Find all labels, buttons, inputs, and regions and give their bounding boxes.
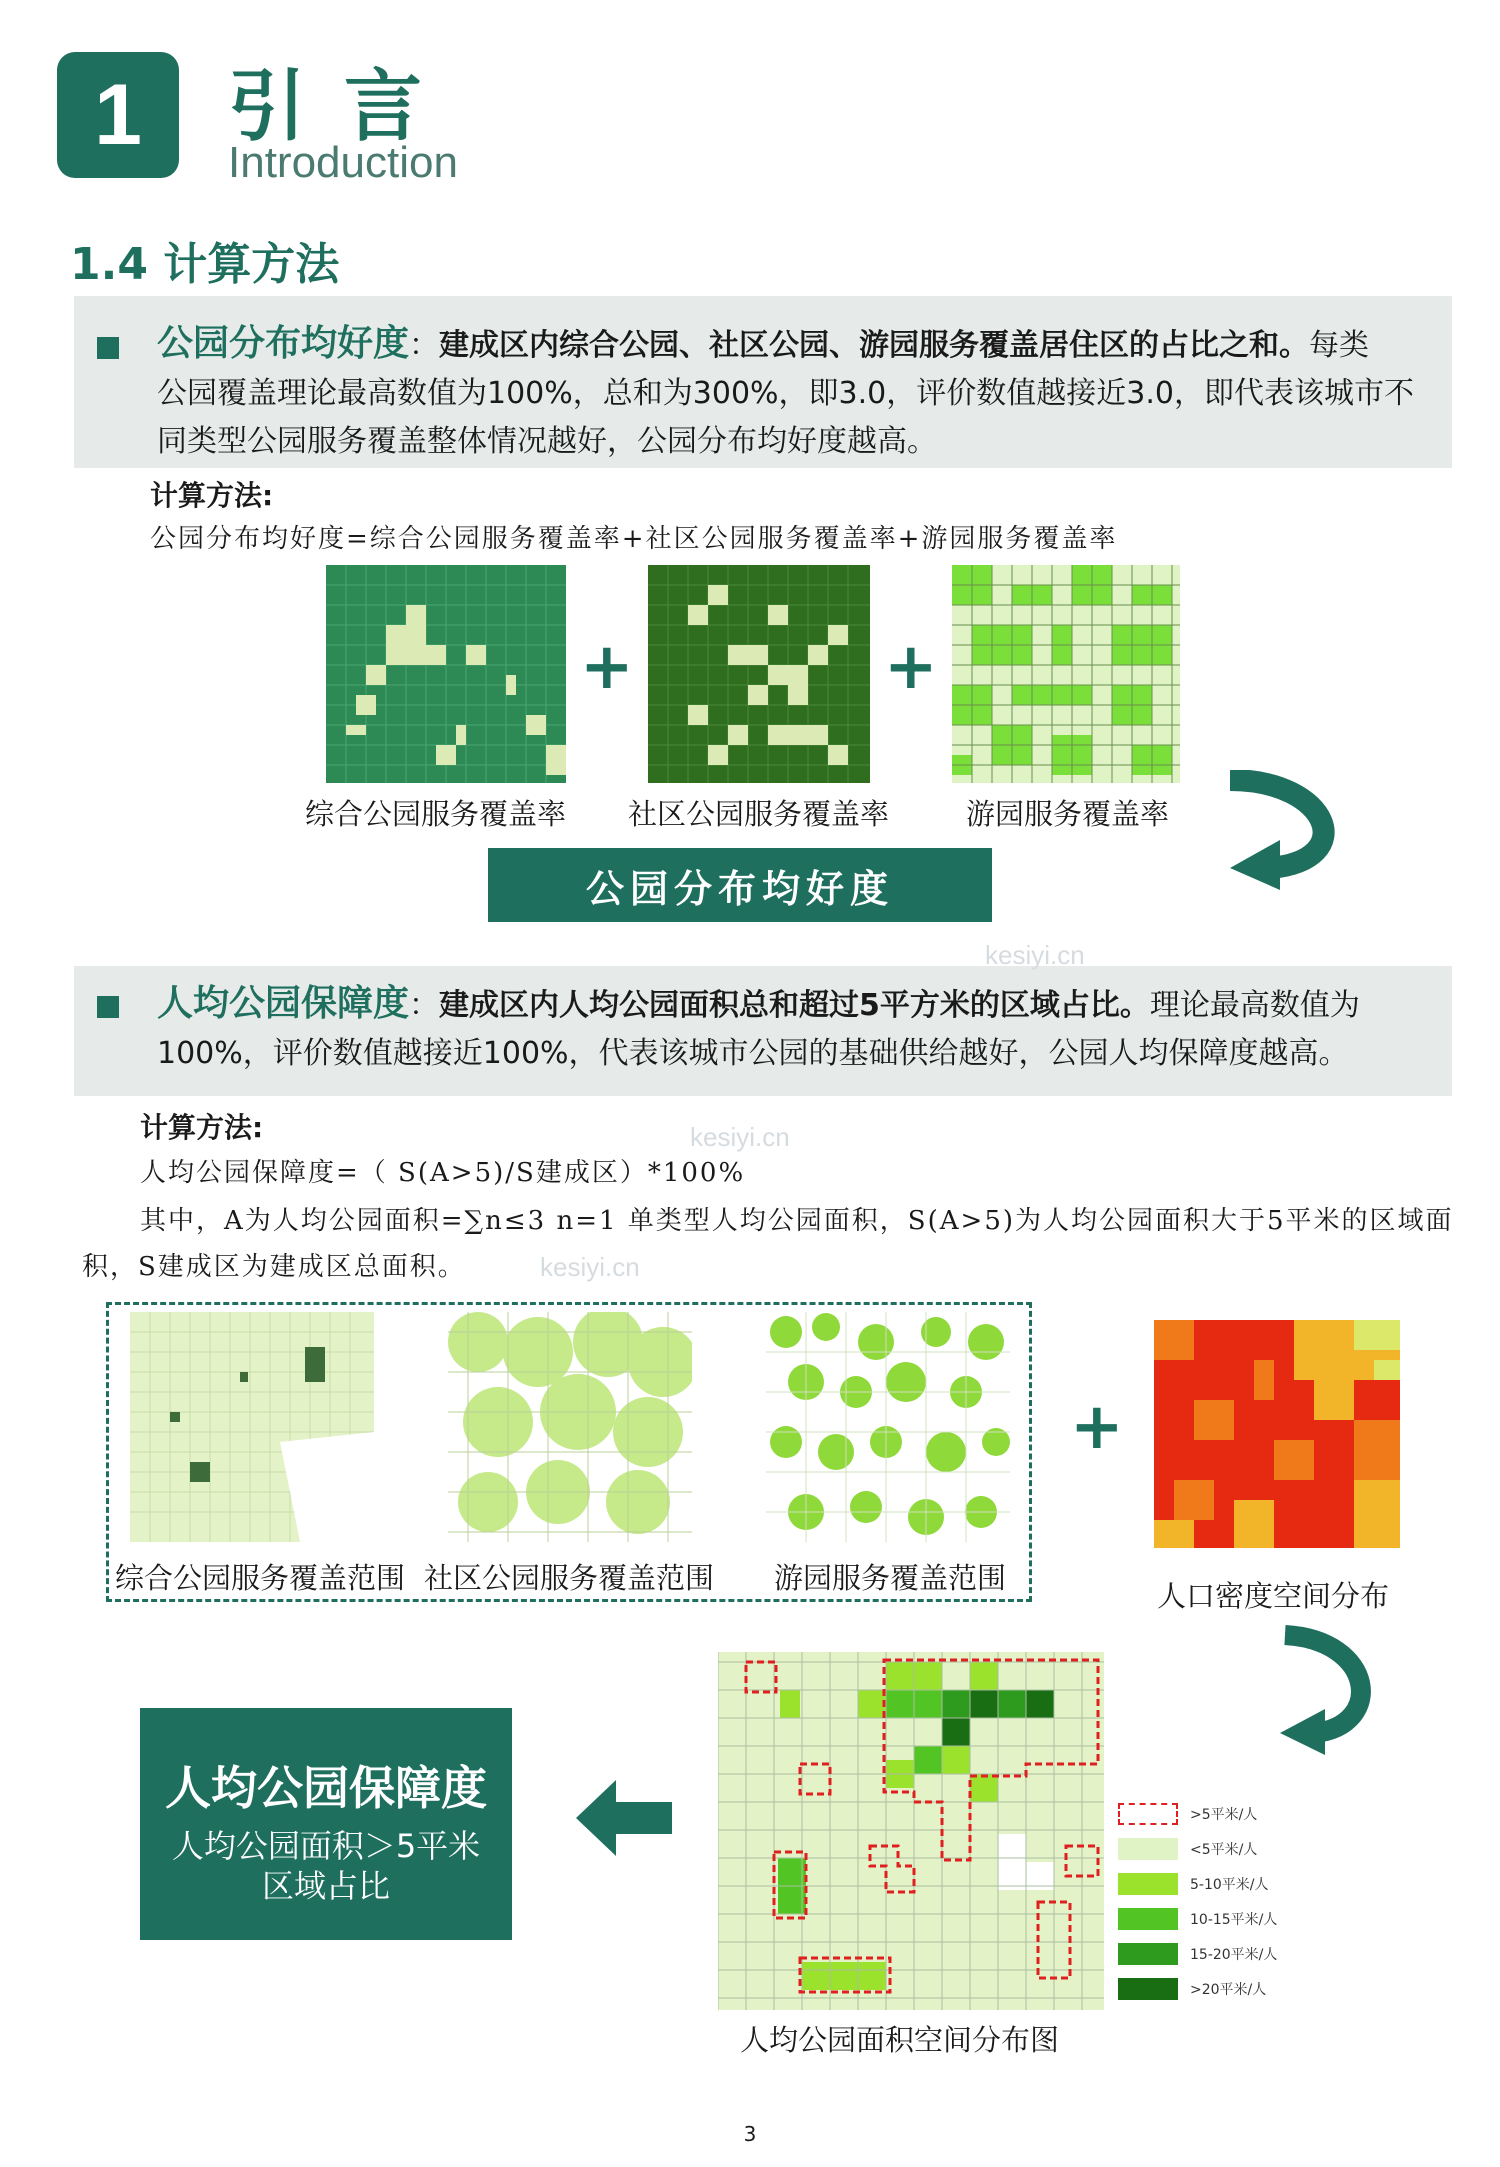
part1-paragraph (157, 320, 1447, 466)
part1-keyword: 公园分布均好度 (157, 323, 410, 364)
part2-method-label: 计算方法: (140, 1111, 264, 1144)
caption-per-capita-map: 人均公园面积空间分布图 (740, 2023, 1060, 2057)
page-number: 3 (743, 2122, 757, 2146)
caption-pocket-range: 游园服务覆盖范围 (774, 1561, 1007, 1595)
result-sub-1: 人均公园面积＞5平米 (171, 1827, 481, 1865)
part1-text-1: 每类 (1309, 328, 1370, 363)
caption-community-range: 社区公园服务覆盖范围 (424, 1561, 715, 1595)
colon: ： (409, 328, 440, 363)
caption-pocket: 游园服务覆盖率 (966, 797, 1170, 831)
plus-icon: + (884, 630, 938, 704)
population-density-map (1154, 1320, 1400, 1548)
legend-label: 15-20平米/人 (1190, 1946, 1278, 1963)
part1-method-label: 计算方法: (150, 479, 274, 512)
colon: ： (409, 988, 440, 1023)
result-sub-2: 区域占比 (261, 1867, 390, 1905)
chapter-number: 1 (94, 66, 142, 163)
watermark: kesiyi.cn (540, 1252, 640, 1282)
community-park-coverage-map (648, 565, 870, 783)
result-label-distribution: 公园分布均好度 (488, 848, 992, 922)
chapter-title-cn: 引言 (228, 62, 461, 152)
legend-swatch (1118, 1838, 1178, 1860)
part2-formula: 人均公园保障度=（ S(A>5)/S建成区）*100% (140, 1158, 746, 1188)
caption-community: 社区公园服务覆盖率 (628, 797, 890, 831)
legend-swatch (1118, 1803, 1178, 1825)
part2-text-1: 理论最高数值为 (1149, 988, 1360, 1023)
map-legend (1118, 1796, 1277, 2006)
legend-item (1118, 1796, 1277, 1831)
curved-arrow-icon (1210, 770, 1350, 894)
pocket-park-range-map (766, 1312, 1010, 1542)
chapter-number-badge (57, 52, 179, 178)
part2-text-2: 100%，评价数值越接近100%，代表该城市公园的基础供给越好，公园人均保障度越高。 (157, 1036, 1349, 1071)
section-title: 1.4 计算方法 (70, 239, 340, 290)
watermark: kesiyi.cn (985, 940, 1085, 970)
part2-definition: 建成区内人均公园面积总和超过5平方米的区域占比。 (439, 988, 1150, 1023)
part1-text-2: 公园覆盖理论最高数值为100%，总和为300%，即3.0，评价数值越接近3.0，即代表该城市不 (157, 376, 1414, 411)
legend-label: 5-10平米/人 (1190, 1876, 1269, 1893)
legend-swatch (1118, 1943, 1178, 1965)
pocket-park-coverage-map (952, 565, 1180, 783)
legend-swatch (1118, 1908, 1178, 1930)
part2-formula-note-2: 积，S建成区为建成区总面积。 (82, 1252, 466, 1282)
community-park-range-map (448, 1312, 692, 1542)
caption-comprehensive: 综合公园服务覆盖率 (305, 797, 567, 831)
legend-item (1118, 1901, 1277, 1936)
legend-label: 10-15平米/人 (1190, 1911, 1278, 1928)
part2-formula-note: 其中，A为人均公园面积=∑n≤3 n=1 单类型人均公园面积，S(A>5)为人均公园面积大于5平米的区域面 (140, 1206, 1454, 1236)
result-box-per-capita (140, 1708, 512, 1940)
legend-item (1118, 1971, 1277, 2006)
legend-label: <5平米/人 (1190, 1841, 1258, 1858)
legend-item (1118, 1831, 1277, 1866)
part1-text-3: 同类型公园服务覆盖整体情况越好，公园分布均好度越高。 (157, 424, 937, 459)
legend-item (1118, 1866, 1277, 1901)
part1-formula: 公园分布均好度=综合公园服务覆盖率+社区公园服务覆盖率+游园服务覆盖率 (150, 524, 1118, 554)
bullet-square (97, 996, 119, 1018)
part2-keyword: 人均公园保障度 (157, 983, 410, 1024)
part2-paragraph (157, 980, 1447, 1078)
legend-swatch (1118, 1978, 1178, 2000)
result-title: 人均公园保障度 (165, 1761, 487, 1815)
watermark: kesiyi.cn (690, 1122, 790, 1152)
caption-density: 人口密度空间分布 (1157, 1579, 1390, 1613)
per-capita-park-area-map (718, 1652, 1104, 2010)
chapter-title-en: Introduction (228, 138, 458, 187)
legend-label: >20平米/人 (1190, 1981, 1267, 1998)
plus-icon: + (580, 630, 634, 704)
bullet-square (97, 337, 119, 359)
comprehensive-park-coverage-map (326, 565, 566, 783)
left-arrow-icon (576, 1780, 672, 1860)
caption-comprehensive-range: 综合公园服务覆盖范围 (115, 1561, 406, 1595)
part1-definition: 建成区内综合公园、社区公园、游园服务覆盖居住区的占比之和。 (439, 328, 1310, 363)
comprehensive-park-range-map (130, 1312, 374, 1542)
legend-item (1118, 1936, 1277, 1971)
legend-swatch (1118, 1873, 1178, 1895)
plus-icon: + (1070, 1390, 1124, 1464)
legend-label: >5平米/人 (1190, 1806, 1258, 1823)
curved-arrow-icon (1275, 1625, 1385, 1759)
